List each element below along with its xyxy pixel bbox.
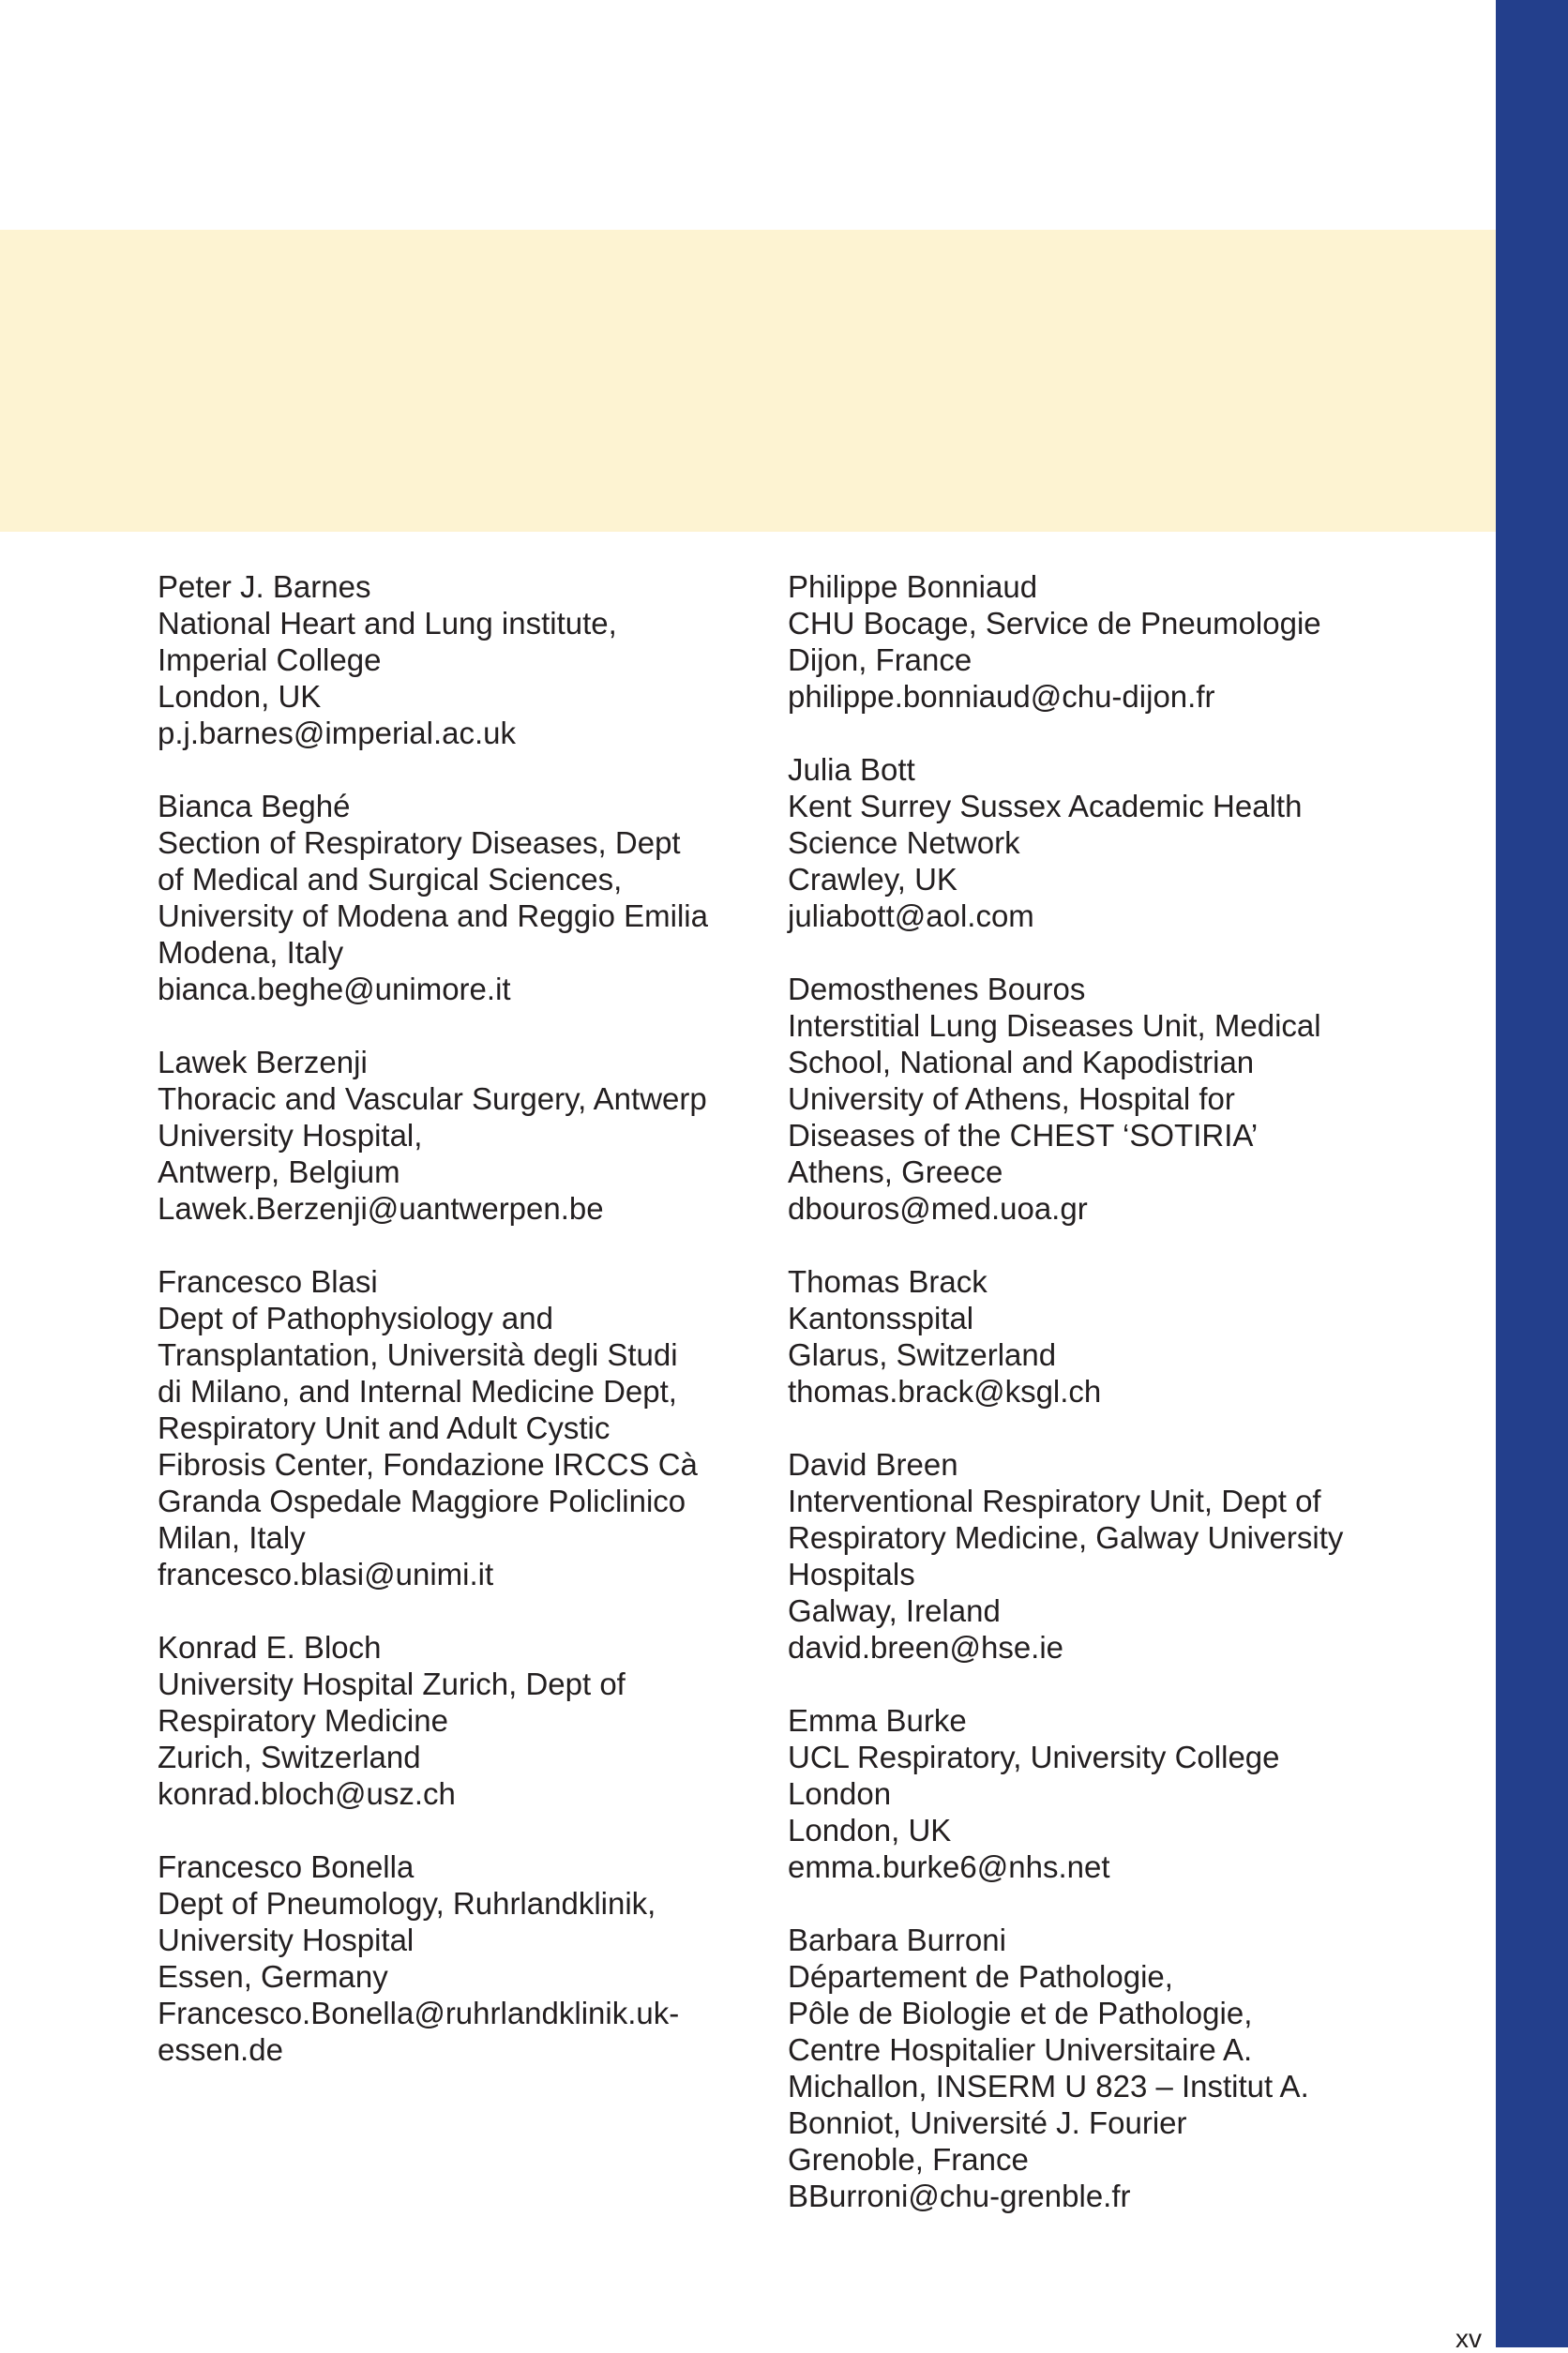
contributor-location: Dijon, France bbox=[788, 642, 972, 677]
contributor-affiliation: Respiratory Medicine bbox=[158, 1703, 448, 1738]
contributor-entry bbox=[788, 1446, 1388, 1666]
contributor-affiliation: Section of Respiratory Diseases, Dept bbox=[158, 825, 681, 860]
contributor-affiliation: University of Modena and Reggio Emilia bbox=[158, 898, 708, 933]
contributor-name: Francesco Bonella bbox=[158, 1849, 415, 1884]
contributor-location: Essen, Germany bbox=[158, 1959, 388, 1994]
contributor-location: Milan, Italy bbox=[158, 1520, 306, 1555]
contributor-affiliation: CHU Bocage, Service de Pneumologie bbox=[788, 606, 1321, 641]
contributor-name: Julia Bott bbox=[788, 752, 915, 787]
contributor-affiliation: of Medical and Surgical Sciences, bbox=[158, 862, 623, 897]
contributor-affiliation: Fibrosis Center, Fondazione IRCCS Cà bbox=[158, 1447, 698, 1482]
contributor-affiliation: Kantonsspital bbox=[788, 1301, 974, 1335]
contributor-affiliation: Interstitial Lung Diseases Unit, Medical bbox=[788, 1008, 1321, 1043]
contributor-affiliation: Imperial College bbox=[158, 642, 382, 677]
contributor-location: London, UK bbox=[788, 1813, 952, 1848]
contributor-affiliation: Hospitals bbox=[788, 1557, 915, 1591]
contributor-name: Peter J. Barnes bbox=[158, 569, 371, 604]
contributor-location: London, UK bbox=[158, 679, 322, 714]
contributor-email: thomas.brack@ksgl.ch bbox=[788, 1374, 1102, 1409]
contributor-name: Demosthenes Bouros bbox=[788, 972, 1086, 1006]
contributor-email: emma.burke6@nhs.net bbox=[788, 1849, 1110, 1884]
contributor-location: Zurich, Switzerland bbox=[158, 1740, 421, 1774]
contributor-entry bbox=[158, 1848, 758, 2068]
contributor-location: Athens, Greece bbox=[788, 1154, 1003, 1189]
contributor-affiliation: Granda Ospedale Maggiore Policlinico bbox=[158, 1484, 686, 1518]
contributor-entry bbox=[788, 568, 1388, 715]
contributor-name: Konrad E. Bloch bbox=[158, 1630, 382, 1665]
contributor-affiliation: Centre Hospitalier Universitaire A. bbox=[788, 2032, 1253, 2067]
contributor-affiliation: Diseases of the CHEST ‘SOTIRIA’ bbox=[788, 1118, 1259, 1153]
contributor-entry bbox=[788, 1922, 1388, 2214]
contributor-affiliation: University Hospital bbox=[158, 1923, 415, 1957]
contributor-email: bianca.beghe@unimore.it bbox=[158, 972, 511, 1006]
contributor-affiliation: Kent Surrey Sussex Academic Health bbox=[788, 789, 1303, 823]
contributor-affiliation: Respiratory Medicine, Galway University bbox=[788, 1520, 1344, 1555]
contributor-entry bbox=[788, 751, 1388, 934]
contributor-entry bbox=[158, 788, 758, 1007]
contributor-email: Francesco.Bonella@ruhrlandklinik.uk- bbox=[158, 1996, 680, 2030]
contributor-location: Grenoble, France bbox=[788, 2142, 1029, 2177]
contributor-affiliation: UCL Respiratory, University College bbox=[788, 1740, 1280, 1774]
contributor-affiliation: Bonniot, Université J. Fourier bbox=[788, 2105, 1187, 2140]
contributor-location: Galway, Ireland bbox=[788, 1593, 1001, 1628]
contributor-name: Philippe Bonniaud bbox=[788, 569, 1038, 604]
contributor-affiliation: Thoracic and Vascular Surgery, Antwerp bbox=[158, 1081, 707, 1116]
contributor-email: BBurroni@chu-grenble.fr bbox=[788, 2179, 1131, 2213]
contributor-affiliation: London bbox=[788, 1776, 892, 1811]
contributor-affiliation: Science Network bbox=[788, 825, 1020, 860]
contributor-entry bbox=[158, 1263, 758, 1592]
contributor-email: p.j.barnes@imperial.ac.uk bbox=[158, 716, 516, 750]
contributors-column-left bbox=[158, 568, 758, 2104]
contributor-affiliation: Pôle de Biologie et de Pathologie, bbox=[788, 1996, 1253, 2030]
contributor-affiliation: Transplantation, Università degli Studi bbox=[158, 1337, 678, 1372]
contributor-email-continued: essen.de bbox=[158, 2032, 283, 2067]
contributors-column-right bbox=[788, 568, 1388, 2251]
contributor-email: Lawek.Berzenji@uantwerpen.be bbox=[158, 1191, 604, 1226]
page-number: xv bbox=[1455, 2324, 1482, 2353]
contributor-affiliation: Dept of Pneumology, Ruhrlandklinik, bbox=[158, 1886, 656, 1921]
contributor-email: philippe.bonniaud@chu-dijon.fr bbox=[788, 679, 1215, 714]
contributor-affiliation: Département de Pathologie, bbox=[788, 1959, 1173, 1994]
contributor-email: dbouros@med.uoa.gr bbox=[788, 1191, 1088, 1226]
contributor-location: Crawley, UK bbox=[788, 862, 957, 897]
contributor-location: Antwerp, Belgium bbox=[158, 1154, 400, 1189]
contributor-entry bbox=[158, 568, 758, 751]
contributor-name: Thomas Brack bbox=[788, 1264, 988, 1299]
header-band bbox=[0, 230, 1496, 532]
contributor-email: david.breen@hse.ie bbox=[788, 1630, 1064, 1665]
contributor-affiliation: University of Athens, Hospital for bbox=[788, 1081, 1235, 1116]
contributor-name: Emma Burke bbox=[788, 1703, 967, 1738]
contributor-affiliation: Michallon, INSERM U 823 – Institut A. bbox=[788, 2069, 1309, 2104]
contributor-name: Bianca Beghé bbox=[158, 789, 351, 823]
contributor-location: Modena, Italy bbox=[158, 935, 344, 970]
contributor-name: Barbara Burroni bbox=[788, 1923, 1006, 1957]
contributor-affiliation: Dept of Pathophysiology and bbox=[158, 1301, 553, 1335]
contributor-entry bbox=[158, 1629, 758, 1812]
contributor-affiliation: Respiratory Unit and Adult Cystic bbox=[158, 1410, 611, 1445]
contributor-email: juliabott@aol.com bbox=[788, 898, 1034, 933]
contributor-affiliation: University Hospital, bbox=[158, 1118, 423, 1153]
contributor-location: Glarus, Switzerland bbox=[788, 1337, 1057, 1372]
contributor-entry bbox=[788, 1263, 1388, 1410]
contributor-entry bbox=[158, 1044, 758, 1227]
contributor-affiliation: School, National and Kapodistrian bbox=[788, 1045, 1255, 1079]
contributor-name: Lawek Berzenji bbox=[158, 1045, 368, 1079]
contributor-entry bbox=[788, 1702, 1388, 1885]
contributor-affiliation: di Milano, and Internal Medicine Dept, bbox=[158, 1374, 677, 1409]
contributor-affiliation: Interventional Respiratory Unit, Dept of bbox=[788, 1484, 1321, 1518]
contributor-entry bbox=[788, 971, 1388, 1227]
contributor-name: Francesco Blasi bbox=[158, 1264, 378, 1299]
contributor-email: konrad.bloch@usz.ch bbox=[158, 1776, 456, 1811]
side-color-bar bbox=[1496, 0, 1568, 2347]
contributor-email: francesco.blasi@unimi.it bbox=[158, 1557, 494, 1591]
contributor-affiliation: National Heart and Lung institute, bbox=[158, 606, 617, 641]
contributor-name: David Breen bbox=[788, 1447, 958, 1482]
contributor-affiliation: University Hospital Zurich, Dept of bbox=[158, 1667, 626, 1701]
